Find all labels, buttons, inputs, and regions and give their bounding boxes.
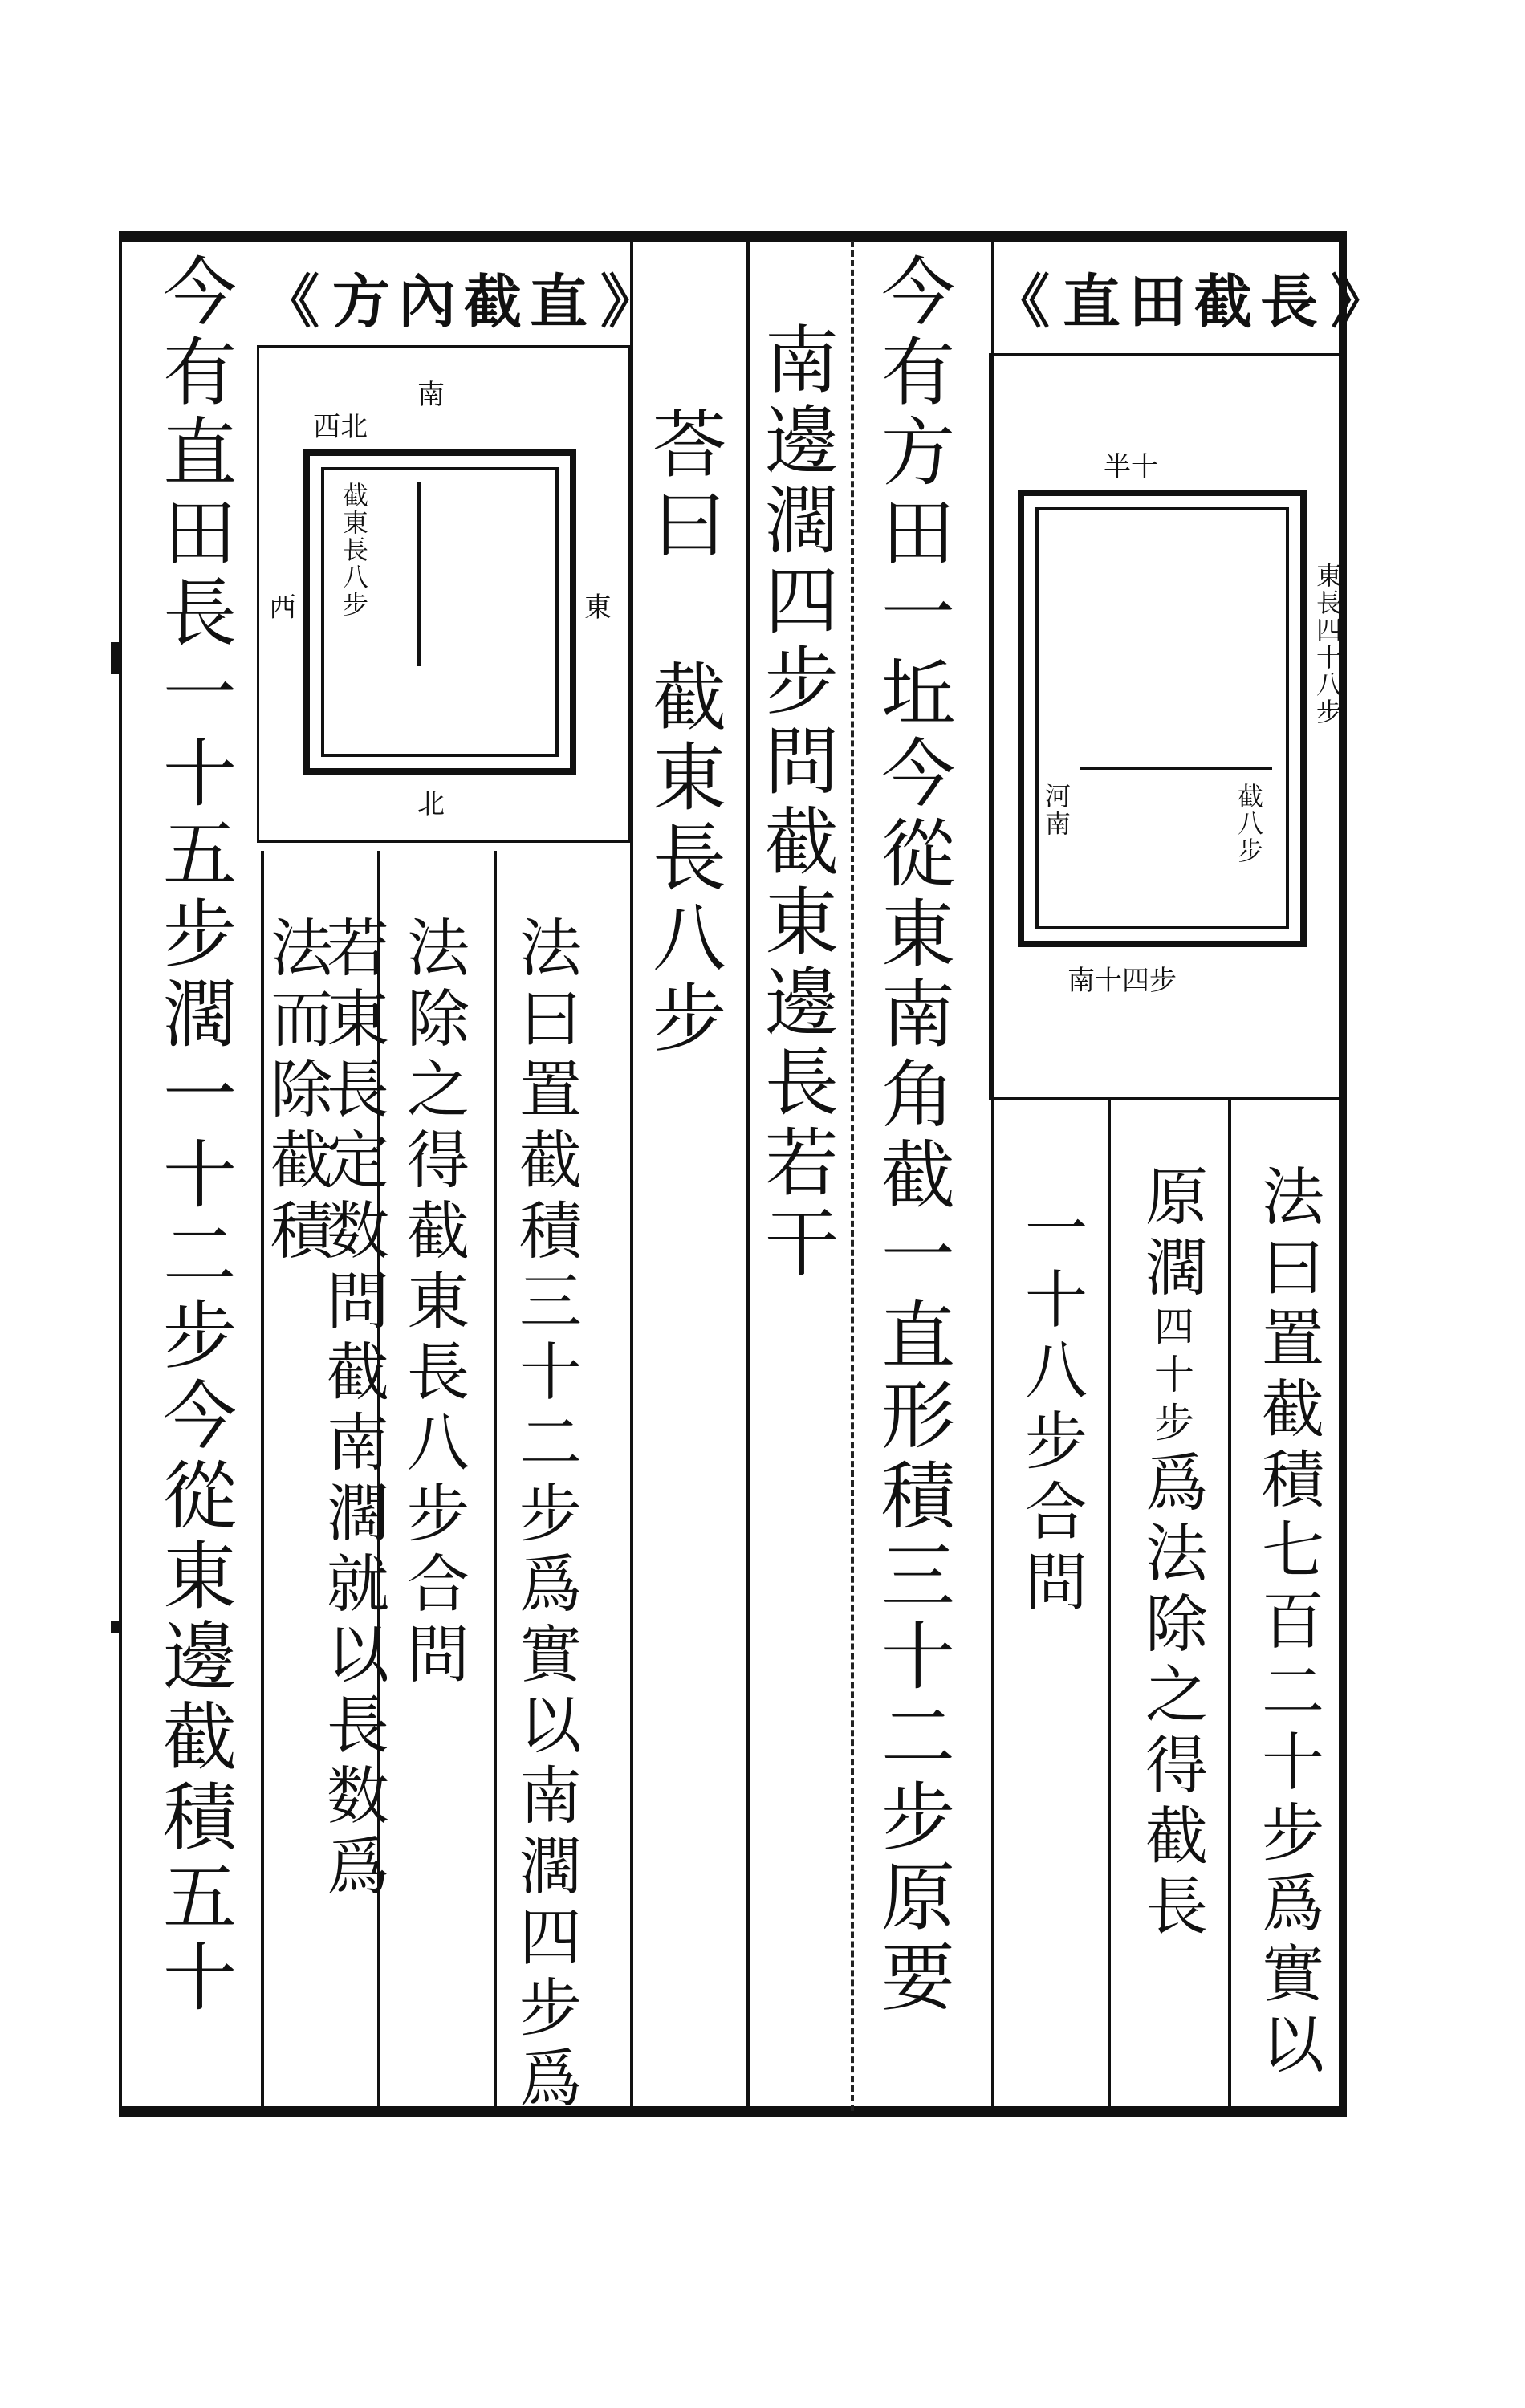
left-fig-top-label: 南 (417, 379, 445, 411)
column-rule (630, 241, 633, 2111)
right-fig-right-label: 東長四十八步 (1312, 562, 1343, 726)
cut-line (417, 482, 421, 666)
answer-heading: 荅曰 (640, 405, 726, 566)
method-column-3: 一十八步合問 (1015, 1196, 1087, 1620)
section-heading-right: 《直田截長》 (992, 267, 1397, 336)
column-rule (851, 241, 854, 2111)
method-column-2: 原濶四十步爲法除之得截長 (1135, 1164, 1207, 1944)
left-fig-inner-label: 截東長八步 (339, 482, 369, 618)
text-column-7: 法而除截積 (260, 915, 332, 1268)
cut-line (1080, 767, 1272, 770)
text-column-1: 今有方田一坵今從東南角截一直形積三十二步原要 (869, 253, 955, 2019)
column-rule (1228, 1100, 1231, 2111)
left-fig-right-label: 東 (584, 592, 612, 624)
right-fig-top-label: 半十 (1104, 451, 1158, 483)
text-column-8: 今有直田長一十五步濶一十二步今從東邊截積五十 (151, 253, 237, 2019)
column-rule (746, 241, 750, 2111)
ink-speck (111, 1621, 122, 1633)
method-column-1: 法曰置截積七百二十步爲實以 (1251, 1164, 1324, 2082)
left-fig-bottom-label: 北 (417, 788, 445, 820)
left-fig-left-label: 西 (269, 592, 296, 624)
text-column-6: 若東長定数問截南濶就以長数爲 (316, 915, 388, 1904)
column-rule (1108, 1100, 1111, 2111)
text-column-2: 南邊濶四步問截東邊長若干 (753, 321, 839, 1284)
text-column-5: 法除之得截東長八步合問 (396, 915, 469, 1692)
right-fig-inner-right-label: 截八步 (1234, 783, 1264, 864)
right-fig-inner-left-label: 河南 (1041, 783, 1072, 837)
left-fig-corner-label: 西北 (313, 411, 368, 443)
ink-speck (111, 642, 119, 674)
answer-text: 截東長八步 (640, 658, 726, 1060)
text-column-4: 法曰置截積三十二步爲實以南濶四步爲 (509, 915, 581, 2116)
right-fig-bottom-label: 南十四步 (1068, 965, 1177, 997)
section-heading-left: 《方內截直》 (262, 267, 667, 336)
column-rule (494, 851, 497, 2111)
right-field-inner (1035, 507, 1289, 929)
